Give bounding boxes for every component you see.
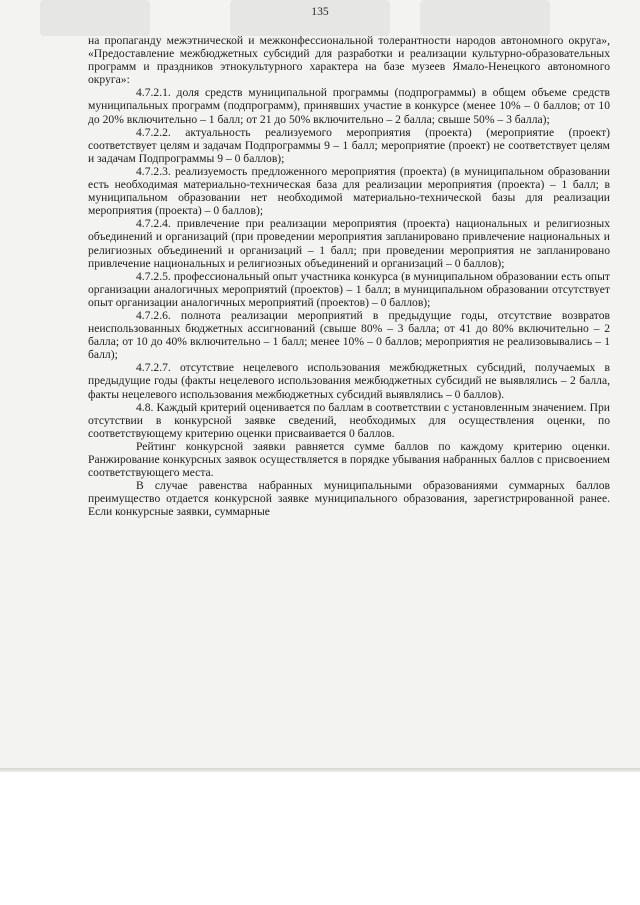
paragraph-criterion-4-7-2-5: 4.7.2.5. профессиональный опыт участника конкурса (в муниципальном образовании есть опыт организации аналогичных мероприятий (проектов) – 1 балл; в муниципальном образовании отсутствует опыт организации аналогичных мероприятий (проектов) – 0 баллов); [88,269,610,309]
paragraph-intro-continuation: на пропаганду межэтнической и межконфессиональной толерантности народов автономного округа», «Предоставление межбюджетных субсидий для разработки и реализации культурно-образовательных программ и праздников этнокультурного характера на базе музеев Ямало-Ненецкого автономного округа»: [88,34,610,87]
paragraph-criterion-4-7-2-1: 4.7.2.1. доля средств муниципальной программы (подпрограммы) в общем объеме средств муниципальных программ (подпрограмм), принявших участие в конкурсе (менее 10% – 0 баллов; от 10 до 20% включительно – 1 балл; от 21 до 50% включительно – 2 балла; свыше 50% – 3 балла); [88,86,610,126]
document-body [88,34,610,518]
paragraph-rating: Рейтинг конкурсной заявки равняется сумме баллов по каждому критерию оценки. Ранжирование конкурсных заявок осуществляется в порядке убывания набранных баллов с присвоением соответствующего места. [88,439,610,480]
paragraph-criterion-4-7-2-6: 4.7.2.6. полнота реализации мероприятий в предыдущие годы, отсутствие возвратов неиспользованных бюджетных ассигнований (свыше 80% – 3 балла; от 41 до 80% включительно – 2 балла; от 10 до 40% включительно – 1 балл; менее 10% – 0 баллов; мероприятия не реализовывались – 1 балл); [88,308,610,362]
page-number: 135 [311,5,329,18]
paragraph-tie-break: В случае равенства набранных муниципальными образованиями суммарных баллов преимущество отдается конкурсной заявке муниципального образования, зарегистрированной ранее. Если конкурсные заявки, суммарные [88,479,610,519]
paragraph-criterion-4-7-2-7: 4.7.2.7. отсутствие нецелевого использования межбюджетных субсидий, получаемых в предыдущие годы (факты нецелевого использования межбюджетных субсидий не выявлялись – 2 балла, факты нецелевого использования межбюджетных субсидий выявлялись – 0 баллов). [88,361,610,401]
paragraph-criterion-4-7-2-3: 4.7.2.3. реализуемость предложенного мероприятия (проекта) (в муниципальном образовании есть необходимая материально-техническая база для реализации мероприятия (проекта) – 1 балл; в муниципальном образовании нет необходимой материально-технической базы для реализации мероприятия (проекта) – 0 баллов); [88,164,610,218]
paragraph-section-4-8: 4.8. Каждый критерий оценивается по баллам в соответствии с установленным значением. При отсутствии в конкурсной заявке сведений, необходимых для осуществления оценки, по соответствующему критерию оценки присваивается 0 баллов. [88,400,610,440]
scan-bottom-edge [0,768,640,772]
paragraph-criterion-4-7-2-2: 4.7.2.2. актуальность реализуемого мероприятия (проекта) (мероприятие (проект) соответствует целям и задачам Подпрограммы 9 – 1 балл; мероприятие (проект) не соответствует целям и задачам Подпрограммы 9 – 0 баллов); [88,125,610,165]
paragraph-criterion-4-7-2-4: 4.7.2.4. привлечение при реализации мероприятия (проекта) национальных и религиозных объединений и организаций (при проведении мероприятия запланировано привлечение национальных и религиозных объединений и организаций – 1 балл; при проведении мероприятия не запланировано привлечение национальных и религиозных объединений и организаций – 0 баллов); [88,217,610,270]
